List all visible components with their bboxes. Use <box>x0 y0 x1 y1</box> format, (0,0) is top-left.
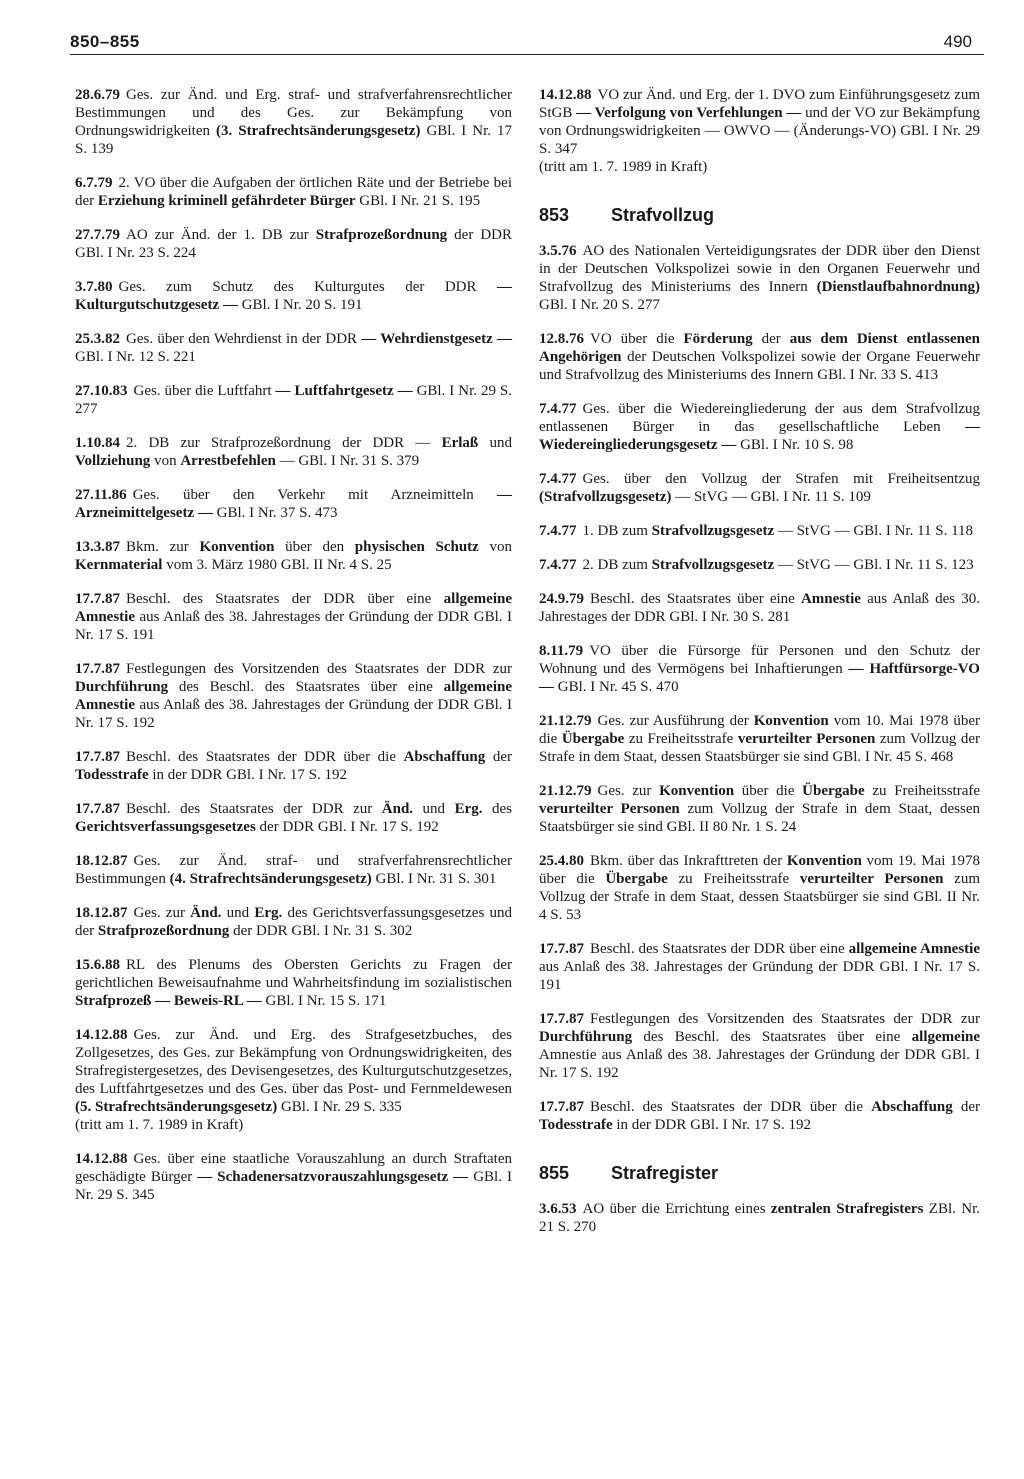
emphasized-text: Änd. <box>381 801 414 817</box>
emphasized-text: Todesstrafe <box>539 1117 613 1133</box>
entry-text: GBl. I Nr. 29 S. 277 <box>75 383 513 417</box>
entry-date: 7.4.77 <box>539 557 577 573</box>
law-entry <box>539 330 980 384</box>
law-entry <box>75 660 512 732</box>
entry-text: des Gerichtsverfassungsgesetzes und der <box>75 905 513 939</box>
entry-date: 18.12.87 <box>75 853 128 869</box>
entry-text: VO über die Fürsorge für Personen und den Schutz der Wohnung und des Vermögens bei Inhaftierungen <box>539 643 980 677</box>
entry-text: aus Anlaß des 30. Jahrestages der DDR GBl. I Nr. 30 S. 281 <box>539 591 980 625</box>
emphasized-text: zentralen Strafregisters <box>770 1201 924 1217</box>
emphasized-text: Kernmaterial <box>75 557 163 573</box>
entry-date: 1.10.84 <box>75 435 120 451</box>
law-entry <box>539 1010 980 1082</box>
entry-note: (tritt am 1. 7. 1989 in Kraft) <box>75 1117 244 1133</box>
emphasized-text: Vollziehung <box>75 453 151 469</box>
entry-text: des Beschl. des Staatsrates über eine <box>168 679 444 695</box>
entry-text: GBl. I Nr. 45 S. 470 <box>554 679 679 695</box>
entry-date: 17.7.87 <box>75 591 120 607</box>
entry-date: 27.7.79 <box>75 227 120 243</box>
entry-text: Ges. zur <box>597 783 660 799</box>
entry-text: zu Freiheitsstrafe <box>864 783 981 799</box>
entry-date: 6.7.79 <box>75 175 113 191</box>
law-entry <box>539 470 980 506</box>
emphasized-text: — Schadenersatzvorauszahlungsgesetz — <box>197 1169 469 1185</box>
entry-date: 7.4.77 <box>539 401 577 417</box>
entry-text: RL des Plenums des Obersten Gerichts zu Fragen der gerichtlichen Beweisaufnahme und Wahrheitsfindung im sozialistischen <box>75 957 512 991</box>
emphasized-text: Erlaß <box>441 435 479 451</box>
emphasized-text: Strafprozeßordnung <box>97 923 230 939</box>
law-entry <box>539 86 980 176</box>
entry-text: — GBl. I Nr. 31 S. 379 <box>275 453 420 469</box>
entry-text: Festlegungen des Vorsitzenden des Staatsrates der DDR zur <box>590 1011 980 1027</box>
emphasized-text: Konvention <box>199 539 275 555</box>
entry-text: — StVG — GBl. I Nr. 11 S. 118 <box>774 523 974 539</box>
entry-text: Beschl. des Staatsrates der DDR über die <box>126 749 404 765</box>
entry-note: (tritt am 1. 7. 1989 in Kraft) <box>539 159 708 175</box>
law-entry <box>539 1200 980 1236</box>
emphasized-text: Übergabe <box>802 783 865 799</box>
entry-text: zum Vollzug der Strafe in dem Staat, dessen Staatsbürger sie sind GBl. II 80 Nr. 1 S. 24 <box>539 801 980 835</box>
law-entry <box>75 86 512 158</box>
emphasized-text: Konvention <box>786 853 862 869</box>
entry-date: 17.7.87 <box>75 801 120 817</box>
entry-text: von <box>150 453 181 469</box>
entry-text: und <box>478 435 513 451</box>
entry-date: 18.12.87 <box>75 905 128 921</box>
law-entry <box>75 174 512 210</box>
entry-date: 17.7.87 <box>75 661 120 677</box>
law-entry <box>75 434 512 470</box>
emphasized-text: — Haftfürsorge-VO — <box>539 661 980 695</box>
emphasized-text: Erg. <box>254 905 283 921</box>
entry-date: 15.6.88 <box>75 957 120 973</box>
entry-text: GBl. I Nr. 10 S. 98 <box>736 437 854 453</box>
entry-date: 13.3.87 <box>75 539 120 555</box>
law-entry <box>75 1150 512 1204</box>
entry-text: ZBl. Nr. 21 S. 270 <box>539 1201 980 1235</box>
entry-text: Ges. zur <box>133 905 191 921</box>
emphasized-text: Übergabe <box>561 731 625 747</box>
entry-text: zum Vollzug der Strafe in dem Staat, dessen Staatsbürger sie sind GBl. II Nr. 4 S. 53 <box>539 871 980 923</box>
left-column <box>75 86 512 1220</box>
entry-text: Ges. zum Schutz des Kulturgutes der DDR <box>118 279 497 295</box>
page-header <box>70 30 984 56</box>
entry-date: 28.6.79 <box>75 87 120 103</box>
emphasized-text: Strafvollzugsgesetz <box>651 557 775 573</box>
entry-text: GBl. I Nr. 29 S. 335 <box>277 1099 402 1115</box>
entry-text: zu Freiheitsstrafe <box>667 871 800 887</box>
entry-text: über den <box>274 539 355 555</box>
entry-text: des Beschl. des Staatsrates über eine <box>632 1029 912 1045</box>
entry-text: über die <box>734 783 803 799</box>
emphasized-text: Todesstrafe <box>75 767 149 783</box>
law-entry <box>75 382 512 418</box>
emphasized-text: — Wiedereingliederungsgesetz — <box>539 419 980 453</box>
section-title: Strafregister <box>611 1163 719 1183</box>
emphasized-text: Durchführung <box>75 679 169 695</box>
entry-date: 17.7.87 <box>539 1011 584 1027</box>
entry-text: Ges. über eine staatliche Vorauszahlung an durch Straftaten geschädigte Bürger <box>75 1151 512 1185</box>
entry-date: 3.6.53 <box>539 1201 577 1217</box>
entry-text: GBl. I Nr. 17 S. 139 <box>75 123 513 157</box>
section-number: 853 <box>539 205 570 225</box>
entry-text: des <box>482 801 513 817</box>
emphasized-text: aus dem Dienst entlassenen Angehörigen <box>539 331 980 365</box>
entry-date: 12.8.76 <box>539 331 584 347</box>
emphasized-text: (5. Strafrechtsänderungsgesetz) <box>75 1099 278 1115</box>
entry-text: — StVG — GBl. I Nr. 11 S. 109 <box>671 489 871 505</box>
emphasized-text: Gerichtsverfassungsgesetzes <box>75 819 256 835</box>
right-column <box>539 86 980 1252</box>
entry-text: vom 3. März 1980 GBl. II Nr. 4 S. 25 <box>162 557 392 573</box>
entry-text: AO über die Errichtung eines <box>582 1201 771 1217</box>
entry-text: aus Anlaß des 38. Jahrestages der Gründung der DDR GBl. I Nr. 17 S. 191 <box>75 609 512 643</box>
emphasized-text: Erg. <box>454 801 483 817</box>
entry-text: der DDR GBl. I Nr. 31 S. 302 <box>229 923 413 939</box>
emphasized-text: Abschaffung <box>871 1099 953 1115</box>
law-entry <box>539 712 980 766</box>
emphasized-text: Erziehung kriminell gefährdeter Bürger <box>97 193 356 209</box>
entry-text: der DDR GBl. I Nr. 17 S. 192 <box>255 819 439 835</box>
entry-text: 2. DB zur Strafprozeßordnung der DDR — <box>126 435 442 451</box>
emphasized-text: Abschaffung <box>403 749 486 765</box>
emphasized-text: — Verfolgung von Verfehlungen — <box>576 105 802 121</box>
entry-date: 14.12.88 <box>75 1027 128 1043</box>
entry-text: GBl. I Nr. 20 S. 191 <box>237 297 363 313</box>
emphasized-text: — Luftfahrtgesetz — <box>275 383 413 399</box>
emphasized-text: verurteilter Personen <box>799 871 944 887</box>
entry-text: Amnestie aus Anlaß des 38. Jahrestages der Gründung der DDR GBl. I Nr. 17 S. 192 <box>539 1047 980 1081</box>
entry-text: Ges. über den Verkehr mit Arzneimitteln <box>132 487 497 503</box>
law-entry <box>75 330 512 366</box>
section-heading <box>539 206 980 224</box>
entry-text: aus Anlaß des 38. Jahrestages der Gründung der DDR GBl. I Nr. 17 S. 191 <box>539 959 980 993</box>
entry-text: AO des Nationalen Verteidigungsrates der DDR über den Dienst in der Deutschen Volkspolizei sowie in den Organen Feuerwehr und Strafvollzug des Ministeriums des Innern <box>539 243 980 295</box>
entry-text: Ges. zur Ausführung der <box>597 713 754 729</box>
emphasized-text: Strafprozeßordnung <box>315 227 448 243</box>
law-entry <box>539 400 980 454</box>
entry-text: der DDR GBl. I Nr. 23 S. 224 <box>75 227 513 261</box>
entry-date: 8.11.79 <box>539 643 584 659</box>
law-entry <box>539 642 980 696</box>
entry-text: 2. DB zum <box>582 557 652 573</box>
emphasized-text: (Strafvollzugsgesetz) <box>539 489 672 505</box>
page-number: 490 <box>943 32 972 51</box>
entry-text: von <box>478 539 513 555</box>
entry-date: 25.3.82 <box>75 331 120 347</box>
entry-text: zu Freiheitsstrafe <box>624 731 738 747</box>
law-entry <box>75 1026 512 1134</box>
entry-text: GBl. I Nr. 15 S. 171 <box>261 993 387 1009</box>
entry-text: der <box>752 331 790 347</box>
emphasized-text: Übergabe <box>605 871 668 887</box>
entry-text: und <box>413 801 455 817</box>
entry-text: — StVG — GBl. I Nr. 11 S. 123 <box>774 557 974 573</box>
entry-text: Ges. zur Änd. und Erg. des Strafgesetzbuches, des Zollgesetzes, des Ges. zur Bekämpfung von Ordnungswidrigkeiten, des Strafregistergesetzes, des Devisengesetzes, des Kulturgutschutzgesetzes, des Luftfahrtgesetzes und des Ges. über das Post- und Fernmeldewesen <box>75 1027 512 1097</box>
entry-text: Beschl. des Staatsrates der DDR zur <box>126 801 382 817</box>
entry-text: und der VO zur Bekämpfung von Ordnungswidrigkeiten — OWVO — (Änderungs-VO) GBl. I Nr. 29 S. 347 <box>539 105 980 157</box>
entry-text: Ges. zur Änd. straf- und strafverfahrensrechtlicher Bestimmungen <box>75 853 512 887</box>
emphasized-text: — Arzneimittelgesetz — <box>75 487 512 521</box>
emphasized-text: allgemeine Amnestie <box>75 591 512 625</box>
law-entry <box>75 852 512 888</box>
entry-text: Ges. über den Wehrdienst in der DDR <box>126 331 362 347</box>
entry-date: 14.12.88 <box>539 87 592 103</box>
entry-date: 17.7.87 <box>539 941 584 957</box>
entry-text: GBl. I Nr. 12 S. 221 <box>75 349 196 365</box>
entry-text: der <box>952 1099 980 1115</box>
emphasized-text: — Kulturgutschutzgesetz — <box>75 279 512 313</box>
law-entry <box>539 782 980 836</box>
entry-text: vom 10. Mai 1978 über die <box>539 713 981 747</box>
entry-date: 3.7.80 <box>75 279 113 295</box>
emphasized-text: Amnestie <box>800 591 861 607</box>
entry-text: zum Vollzug der Strafe in dem Staat, dessen Staatsbürger sie sind GBl. I Nr. 45 S. 468 <box>539 731 980 765</box>
emphasized-text: Konvention <box>753 713 829 729</box>
section-title: Strafvollzug <box>611 205 715 225</box>
entry-text: Ges. zur Änd. und Erg. straf- und strafverfahrensrechtlicher Bestimmungen und des Ges. zur Bekämpfung von Ordnungswidrigkeiten <box>75 87 512 139</box>
entry-text: und <box>221 905 255 921</box>
entry-date: 25.4.80 <box>539 853 584 869</box>
entry-text: in der DDR GBl. I Nr. 17 S. 192 <box>612 1117 811 1133</box>
entry-date: 7.4.77 <box>539 471 577 487</box>
emphasized-text: Arrestbefehlen <box>180 453 276 469</box>
entry-text: Ges. über die Wiedereingliederung der aus dem Strafvollzug entlassenen Bürger in das gesellschaftliche Leben <box>539 401 980 435</box>
law-entry <box>75 956 512 1010</box>
entry-text: Beschl. des Staatsrates der DDR über die <box>590 1099 872 1115</box>
law-entry <box>75 904 512 940</box>
entry-text: GBl. I Nr. 29 S. 345 <box>75 1169 512 1203</box>
emphasized-text: (4. Strafrechtsänderungsgesetz) <box>169 871 372 887</box>
section-range: 850–855 <box>70 32 140 51</box>
law-entry <box>75 226 512 262</box>
emphasized-text: physischen Schutz <box>354 539 479 555</box>
entry-text: VO zur Änd. und Erg. der 1. DVO zum Einführungsgesetz zum StGB <box>539 87 980 121</box>
emphasized-text: allgemeine Amnestie <box>75 679 512 713</box>
law-entry <box>539 852 980 924</box>
entry-text: in der DDR GBl. I Nr. 17 S. 192 <box>148 767 347 783</box>
law-entry <box>75 486 512 522</box>
entry-text: GBl. I Nr. 20 S. 277 <box>539 297 660 313</box>
entry-text: GBl. I Nr. 37 S. 473 <box>212 505 338 521</box>
section-number: 855 <box>539 1163 570 1183</box>
law-entry <box>539 940 980 994</box>
entry-text: der <box>485 749 512 765</box>
law-entry <box>75 278 512 314</box>
emphasized-text: (3. Strafrechtsänderungsgesetz) <box>216 123 421 139</box>
emphasized-text: Strafprozeß — Beweis-RL — <box>75 993 262 1009</box>
entry-date: 17.7.87 <box>539 1099 584 1115</box>
entry-date: 14.12.88 <box>75 1151 128 1167</box>
law-entry <box>75 800 512 836</box>
entry-text: GBl. I Nr. 21 S. 195 <box>355 193 481 209</box>
entry-text: aus Anlaß des 38. Jahrestages der Gründung der DDR GBl. I Nr. 17 S. 192 <box>75 697 512 731</box>
header-rule <box>70 54 984 55</box>
law-entry <box>539 1098 980 1134</box>
entry-text: Beschl. des Staatsrates der DDR über eine <box>126 591 444 607</box>
law-entry <box>539 242 980 314</box>
emphasized-text: allgemeine <box>911 1029 980 1045</box>
entry-text: Festlegungen des Vorsitzenden des Staatsrates der DDR zur <box>126 661 512 677</box>
law-entry <box>539 590 980 626</box>
emphasized-text: verurteilter Personen <box>737 731 876 747</box>
entry-text: Beschl. des Staatsrates der DDR über eine <box>590 941 849 957</box>
entry-text: VO über die <box>590 331 684 347</box>
entry-date: 24.9.79 <box>539 591 584 607</box>
entry-text: 2. VO über die Aufgaben der örtlichen Räte und der Betriebe bei der <box>75 175 512 209</box>
entry-date: 3.5.76 <box>539 243 577 259</box>
emphasized-text: Strafvollzugsgesetz <box>651 523 775 539</box>
entry-text: Beschl. des Staatsrates über eine <box>590 591 801 607</box>
section-heading <box>539 1164 980 1182</box>
entry-text: Bkm. zur <box>126 539 200 555</box>
emphasized-text: Förderung <box>683 331 753 347</box>
entry-text: AO zur Änd. der 1. DB zur <box>126 227 316 243</box>
law-entry <box>539 522 980 540</box>
entry-text: Ges. über den Vollzug der Strafen mit Freiheitsentzug <box>582 471 980 487</box>
entry-date: 17.7.87 <box>75 749 120 765</box>
entry-date: 7.4.77 <box>539 523 577 539</box>
entry-date: 21.12.79 <box>539 783 592 799</box>
emphasized-text: — Wehrdienstgesetz — <box>361 331 513 347</box>
emphasized-text: Durchführung <box>539 1029 633 1045</box>
law-entry <box>75 538 512 574</box>
entry-text: vom 19. Mai 1978 über die <box>539 853 980 887</box>
law-entry <box>539 556 980 574</box>
law-entry <box>75 748 512 784</box>
emphasized-text: allgemeine Amnestie <box>848 941 980 957</box>
emphasized-text: Konvention <box>659 783 735 799</box>
law-entry <box>75 590 512 644</box>
entry-date: 27.11.86 <box>75 487 127 503</box>
entry-date: 21.12.79 <box>539 713 592 729</box>
emphasized-text: (Dienstlaufbahnordnung) <box>816 279 980 295</box>
entry-date: 27.10.83 <box>75 383 128 399</box>
entry-text: Bkm. über das Inkrafttreten der <box>590 853 787 869</box>
emphasized-text: verurteilter Personen <box>539 801 680 817</box>
entry-text: 1. DB zum <box>582 523 652 539</box>
emphasized-text: Änd. <box>190 905 222 921</box>
entry-text: GBl. I Nr. 31 S. 301 <box>371 871 497 887</box>
entry-text: der Deutschen Volkspolizei sowie der Organe Feuerwehr und Strafvollzug des Ministeriums des Innern GBl. I Nr. 33 S. 413 <box>539 349 980 383</box>
entry-text: Ges. über die Luftfahrt <box>133 383 276 399</box>
